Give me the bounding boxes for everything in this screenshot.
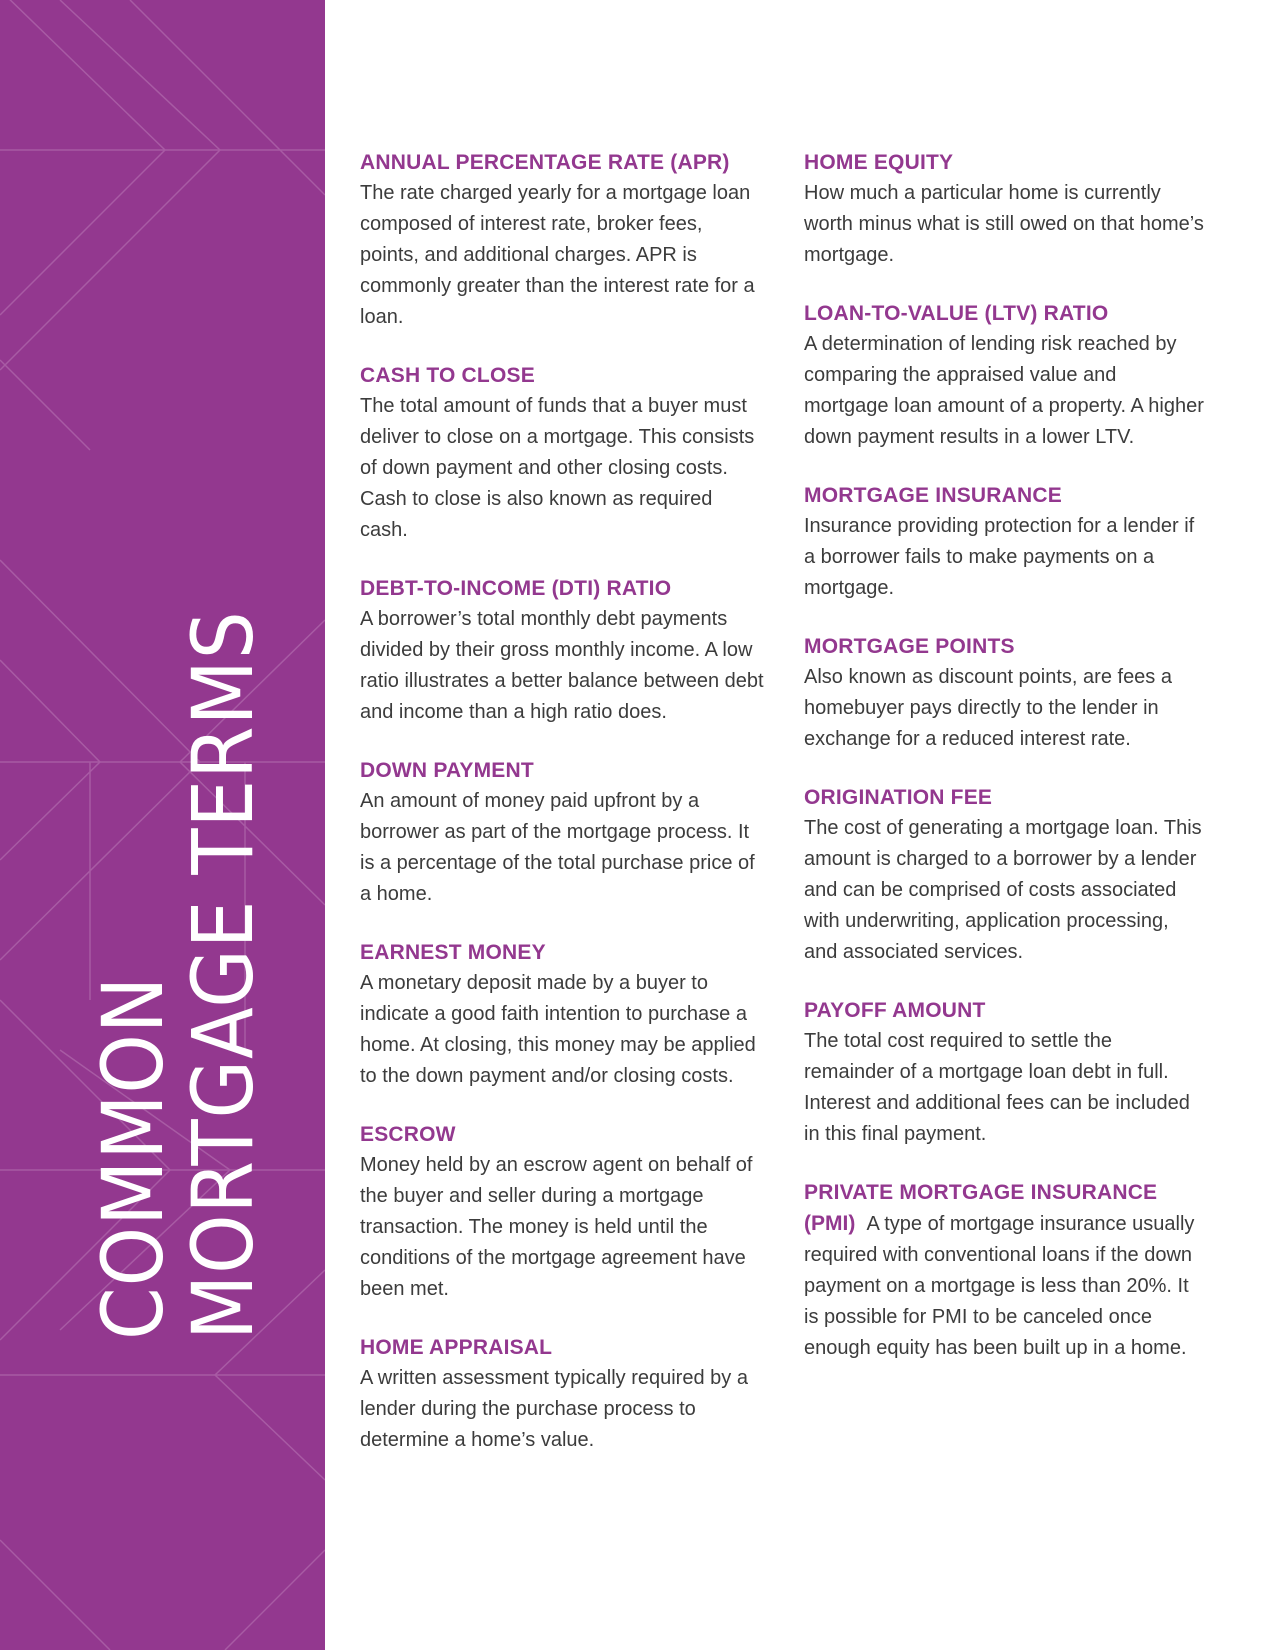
title-line-common: COMMON (84, 975, 182, 1340)
term-definition: A determination of lending risk reached by comparing the appraised value and mortgage loan amount of a property. A higher down payment results in a lower LTV. (804, 333, 1204, 448)
term-title: CASH TO CLOSE (360, 364, 535, 387)
term-definition: How much a particular home is currently worth minus what is still owed on that home’s mortgage. (804, 182, 1204, 266)
term-definition: Money held by an escrow agent on behalf of the buyer and seller during a mortgage transaction. The money is held until the conditions of the mortgage agreement have been met. (360, 1154, 753, 1300)
glossary-entry-origination-fee (804, 782, 1204, 968)
term-definition: The rate charged yearly for a mortgage loan composed of interest rate, broker fees, points, and additional charges. APR is commonly greater than the interest rate for a loan. (360, 182, 755, 328)
left-column (360, 147, 765, 1483)
term-definition-text: A type of mortgage insurance usually required with conventional loans if the down payment on a mortgage is less than 20%. It is possible for PMI to be canceled once enough equity has been built up in a home. (804, 1213, 1195, 1359)
glossary-entry-home-appraisal (360, 1332, 765, 1456)
term-definition: The total cost required to settle the remainder of a mortgage loan debt in full. Interest and additional fees can be included in this final payment. (804, 1030, 1190, 1145)
term-title: MORTGAGE POINTS (804, 635, 1015, 658)
term-definition: Insurance providing protection for a lender if a borrower fails to make payments on a mortgage. (804, 515, 1195, 599)
term-definition: The cost of generating a mortgage loan. This amount is charged to a borrower by a lender and can be comprised of costs associated with underwriting, application processing, and associated services. (804, 817, 1202, 963)
term-definition: The total amount of funds that a buyer must deliver to close on a mortgage. This consists of down payment and other closing costs. Cash to close is also known as required cash. (360, 395, 755, 541)
term-title: HOME APPRAISAL (360, 1336, 553, 1359)
term-definition: A borrower’s total monthly debt payments divided by their gross monthly income. A low ratio illustrates a better balance between debt and income than a high ratio does. (360, 608, 764, 723)
term-title: MORTGAGE INSURANCE (804, 484, 1062, 507)
term-title: EARNEST MONEY (360, 941, 546, 964)
glossary-entry-earnest-money (360, 937, 765, 1092)
glossary-entry-mortgage-points (804, 631, 1204, 755)
term-title: DEBT-TO-INCOME (DTI) RATIO (360, 577, 672, 600)
term-definition: An amount of money paid upfront by a borrower as part of the mortgage process. It is a percentage of the total purchase price of a home. (360, 790, 755, 905)
term-definition: A written assessment typically required by a lender during the purchase process to determine a home’s value. (360, 1367, 748, 1451)
page-title (84, 240, 272, 1340)
term-title: HOME EQUITY (804, 151, 954, 174)
term-definition: A monetary deposit made by a buyer to indicate a good faith intention to purchase a home. At closing, this money may be applied to the down payment and/or closing costs. (360, 972, 756, 1087)
sidebar-panel (0, 0, 325, 1650)
term-title: ORIGINATION FEE (804, 786, 993, 809)
term-title: PAYOFF AMOUNT (804, 999, 986, 1022)
term-title: ANNUAL PERCENTAGE RATE (APR) (360, 151, 730, 174)
glossary-entry-down-payment (360, 755, 765, 910)
term-title-abbreviation: (PMI) (804, 1212, 856, 1235)
right-column (804, 147, 1204, 1391)
glossary-entry-home-equity (804, 147, 1204, 271)
term-title: PRIVATE MORTGAGE INSURANCE (804, 1181, 1158, 1204)
glossary-entry-ltv-ratio (804, 298, 1204, 453)
term-definition: Also known as discount points, are fees a homebuyer pays directly to the lender in exchange for a reduced interest rate. (804, 666, 1172, 750)
title-line-mortgage-terms: MORTGAGE TERMS (174, 610, 272, 1340)
glossary-entry-escrow (360, 1119, 765, 1305)
term-title: LOAN-TO-VALUE (LTV) RATIO (804, 302, 1109, 325)
glossary-entry-pmi (804, 1177, 1204, 1364)
term-title: ESCROW (360, 1123, 456, 1146)
glossary-entry-mortgage-insurance (804, 480, 1204, 604)
glossary-entry-apr (360, 147, 765, 333)
term-title: DOWN PAYMENT (360, 759, 534, 782)
glossary-entry-cash-to-close (360, 360, 765, 546)
glossary-entry-dti-ratio (360, 573, 765, 728)
term-definition (804, 1208, 1204, 1364)
glossary-entry-payoff-amount (804, 995, 1204, 1150)
